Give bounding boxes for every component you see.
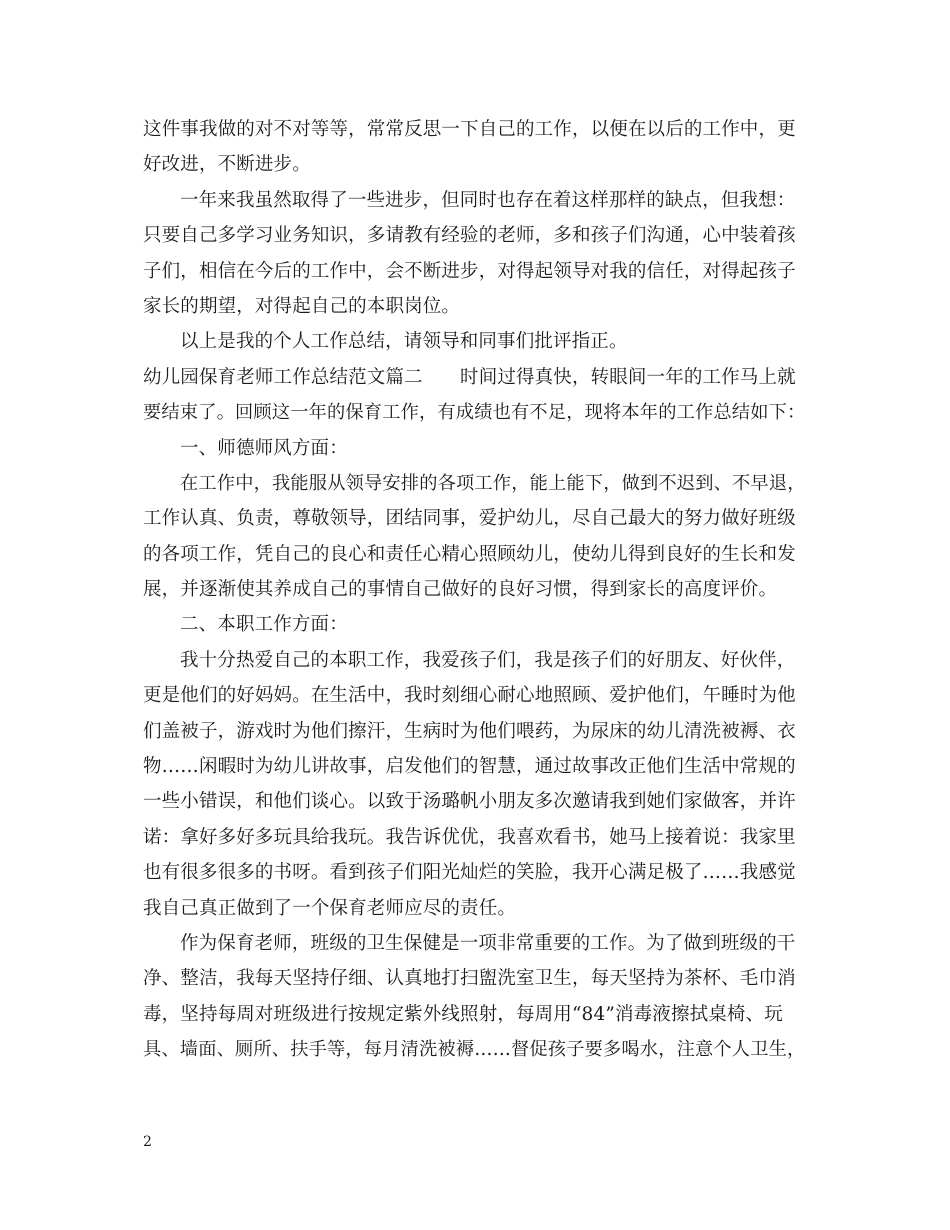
text-line: 物……闲暇时为幼儿讲故事，启发他们的智慧，通过故事改正他们生活中常规的 <box>143 756 796 778</box>
text-line: 工作认真、负责，尊敬领导，团结同事，爱护幼儿，尽自己最大的努力做好班级 <box>143 508 796 530</box>
text-line: 以上是我的个人工作总结，请领导和同事们批评指正。 <box>180 331 628 353</box>
text-line: 诺：拿好多好多玩具给我玩。我告诉优优，我喜欢看书，她马上接着说：我家里 <box>143 826 796 848</box>
text-line: 我十分热爱自己的本职工作，我爱孩子们，我是孩子们的好朋友、好伙伴， <box>180 649 796 671</box>
text-line: 也有很多很多的书呀。看到孩子们阳光灿烂的笑脸，我开心满足极了……我感觉 <box>143 862 796 884</box>
text-line: 们盖被子，游戏时为他们擦汗，生病时为他们喂药，为尿床的幼儿清洗被褥、衣 <box>143 720 796 742</box>
text-line: 作为保育老师，班级的卫生保健是一项非常重要的工作。为了做到班级的干 <box>180 932 796 954</box>
text-line: 的各项工作，凭自己的良心和责任心精心照顾幼儿，使幼儿得到良好的生长和发 <box>143 543 796 565</box>
text-line: 要结束了。回顾这一年的保育工作，有成绩也有不足，现将本年的工作总结如下： <box>143 402 806 424</box>
text-line: 净、整洁，我每天坚持仔细、认真地打扫盥洗室卫生，每天坚持为茶杯、毛巾消 <box>143 968 796 990</box>
text-line: 一些小错误，和他们谈心。以致于汤璐帆小朋友多次邀请我到她们家做客，并许 <box>143 791 796 813</box>
text-line: 一年来我虽然取得了一些进步，但同时也存在着这样那样的缺点，但我想： <box>180 189 796 211</box>
text-line: 毒，坚持每周对班级进行按规定紫外线照射，每周用“84”消毒液擦拭桌椅、玩 <box>143 1003 783 1025</box>
text-line: 我自己真正做到了一个保育老师应尽的责任。 <box>143 897 517 919</box>
text-line: 幼儿园保育老师工作总结范文篇二 时间过得真快，转眼间一年的工作马上就 <box>143 366 796 388</box>
text-line: 这件事我做的对不对等等，常常反思一下自己的工作，以便在以后的工作中，更 <box>143 119 796 140</box>
text-line: 二、本职工作方面： <box>180 614 348 636</box>
text-line: 展，并逐渐使其养成自己的事情自己做好的良好习惯，得到家长的高度评价。 <box>143 579 778 601</box>
text-line: 家长的期望，对得起自己的本职岗位。 <box>143 295 461 317</box>
text-line: 只要自己多学习业务知识，多请教有经验的老师，多和孩子们沟通，心中装着孩 <box>143 225 796 247</box>
text-line: 一、师德师风方面： <box>180 437 348 459</box>
text-line: 子们，相信在今后的工作中，会不断进步，对得起领导对我的信任，对得起孩子 <box>143 260 796 282</box>
text-line: 在工作中，我能服从领导安排的各项工作，能上能下，做到不迟到、不早退， <box>180 472 806 494</box>
page-number: 2 <box>143 1134 152 1150</box>
text-line: 更是他们的好妈妈。在生活中，我时刻细心耐心地照顾、爱护他们，午睡时为他 <box>143 685 796 707</box>
text-line: 具、墙面、厕所、扶手等，每月清洗被褥……督促孩子要多喝水，注意个人卫生， <box>143 1039 806 1061</box>
text-line: 好改进，不断进步。 <box>143 154 311 176</box>
document-body <box>143 112 807 1068</box>
